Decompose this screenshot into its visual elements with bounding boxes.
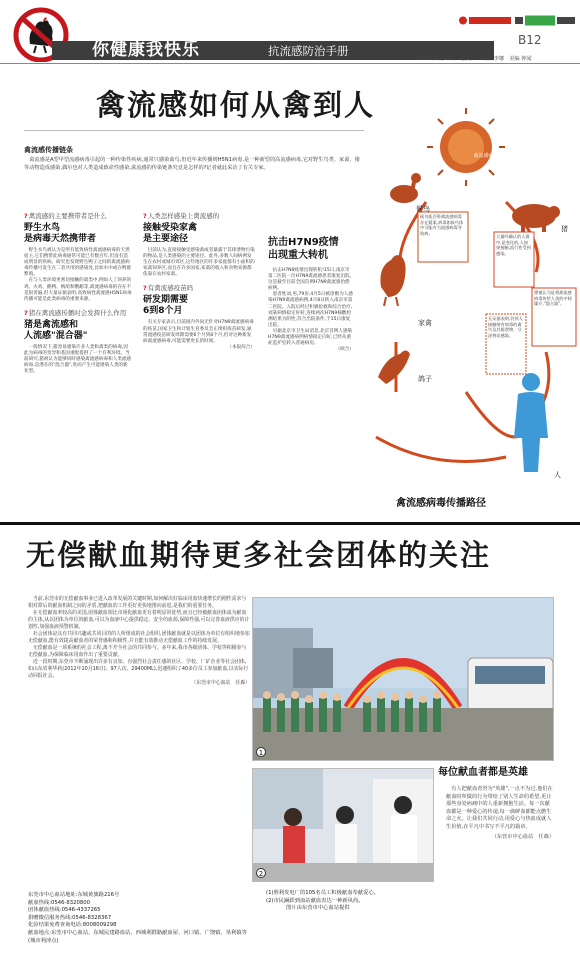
caption-1: (1)胜利发电厂的105名员工积极献血奉献爱心。 — [266, 890, 379, 896]
human-label: 人 — [554, 471, 561, 479]
pigeon-label: 鸽子 — [418, 375, 432, 383]
col2-sub1b: 是主要途径 — [143, 234, 189, 244]
virus-label: 禽流感病毒 — [473, 153, 499, 159]
section-title: 你健康我快乐 — [92, 40, 200, 60]
col1-kicker1: ?禽流感的主要携带者是什么 — [24, 212, 107, 220]
col3-sub: 抗击H7N9疫情 — [268, 237, 339, 248]
col2-body1: 目前认为,直接接触受感染禽或者暴露于其排泄物污染的物品,是人类感染的主要途径。此外,多数人间病例发生在农村或城市郊区,这些地区的许多家庭都有小面积的家禽饲养区,而且在许多国家,家禽的收入和食物来源都依靠在农村家禽。 — [143, 248, 255, 278]
pig-icon — [512, 204, 560, 232]
diagram-note2: 大量经确认的人群中,是变化的,人如果接触,流行性受到感染。 — [496, 234, 531, 256]
photo-donation-room — [252, 768, 434, 882]
intro-paragraph: 禽流感是A型甲型流感病毒引起的一种传染性疾病,通常只感染禽鸟,但近年来传播到H5N1病毒,是一种新型的高流感病毒,它对野生鸟类、家禽、猪等动物造成感染,偶尔也对人类造成致命性感染,禽流感的传染链条究竟是怎样的?记者就此采访了有关专家。 — [24, 157, 360, 171]
contact-wechat: 捐赠微信服务热线:0546-8328367 — [28, 914, 112, 921]
human-figure-icon — [514, 373, 548, 472]
diagram-note3: 猪被认为是将禽流感病毒传给人类的中间媒介,"混合器"。 — [534, 290, 572, 307]
diagram-title: 禽流感病毒传播路径 — [396, 498, 486, 509]
photo1-number: 1 — [256, 747, 266, 757]
contact-results: 化验结果免费查询电话:8008009298 — [28, 922, 117, 929]
header-divider — [0, 63, 580, 64]
story1-col3 — [268, 236, 354, 353]
photo-captions — [266, 890, 446, 913]
story1-col1 — [24, 212, 132, 375]
col1-sub2b: 人流感"混合器" — [24, 330, 88, 341]
col1-body1: 野生水鸟被认为是所有低致病性禽流感病毒的天然宿主,它们携带此病毒通常可能已有数百年,但没有造成明显的疾病。研究也发现野生鸭子之间的禽流感病毒传播可发生在二者共用的感染处,比如水中或在鸭群繁殖。 在与人类环境更密切接触的禽类中,例如人工饲养的鸡、火鸡、鹅鸭、鹧鸪和鹦鹉等,禽流感病毒的存在不是很普遍,但大量证据表明,高致病性禽流感H5N1病毒传播可能是此类病毒的重要来源。 — [24, 248, 132, 302]
col1-body2: 一般情况下,猪容易感染许多人类和禽类的病毒,因此为病毒的变异和基因重配提供了一个有利环境。当前研究,猪被认为能够同时感染禽流感病毒和人类流感病毒,是潜在的"混合器",进而产生可能感染人类的新亚型。 — [24, 344, 132, 375]
sidebar-title: 每位献血者都是英雄 — [438, 767, 528, 778]
blood-drive-photo-art — [253, 598, 554, 761]
wild-bird-icon — [390, 173, 421, 203]
page-header — [0, 0, 580, 62]
poultry-label: 家禽 — [418, 319, 432, 327]
donation-room-photo-art — [253, 769, 434, 882]
sidebar-body: 有人把献血者誉为"英雄",一点不为过,他们在献血时所做的行为带给了别人生命的希望,更让那些身处病痛中的人重新拥抱生活。每一次献血都是一种爱心的传递,每一滴鲜血都能点燃生命之火。让我们共同行动,用爱心与热血成就人生价值,在平凡中书写不平凡的篇章。 （东营市中心血站 任森） — [446, 786, 554, 840]
story1-headline: 禽流感如何从禽到人 — [96, 88, 376, 122]
headline-underline — [24, 130, 364, 131]
section-separator — [0, 522, 580, 525]
col1-kicker2: ?猪在禽流感传播时会发挥什么作用 — [24, 308, 127, 317]
rooster-icon — [380, 255, 405, 306]
section-subtitle: 抗流感防治手册 — [268, 44, 349, 58]
col2-sub2b: 6到8个月 — [143, 306, 183, 317]
photo-blood-drive — [252, 597, 554, 761]
diagram-note4: 无证据表明,仍须人接触带有病毒的禽鸟及其排泄物、分泌物而感染。 — [488, 316, 523, 338]
contact-hotline: 献血热线:0546-8320800 — [28, 899, 90, 906]
newspaper-masthead-logo — [457, 15, 577, 26]
story1-col2 — [143, 212, 255, 351]
caption-credit: 图片由东营市中心血站提供 — [286, 905, 350, 911]
dateline: 2013年4月24日 星期三 编辑 李娜 美编 钟闻 — [417, 56, 532, 62]
page-number: B12 — [518, 33, 542, 47]
diagram-note1: 候鸟能否带禽流感病毒存在疑案,病毒如候鸟体中可能有为流感病毒导致病。 — [420, 214, 464, 236]
hero-sidebar — [438, 766, 558, 841]
photo2-number: 2 — [256, 868, 266, 878]
col2-kicker2: ?有禽流感疫苗吗 — [143, 284, 194, 293]
col3-subb: 出现重大转机 — [268, 250, 328, 261]
col1-sub1b: 是病毒天然携带者 — [24, 234, 97, 244]
col1-sub1: 野生水鸟 — [24, 223, 61, 233]
pig-label: 猪 — [561, 225, 568, 233]
contact-locations: 献血地点:东莞市中心血站、东城民建路血站、西城利群路献血屋、河口镇、广饶镇、垦利镇等(城市利津点) — [28, 929, 247, 944]
caption-2: (2)市民踊跃到血站献血表达一种新风尚。 — [266, 897, 364, 904]
col2-sub2: 研发期需要 — [143, 295, 189, 306]
transmission-diagram — [356, 92, 580, 520]
chain-title: 禽流感传播链条 — [24, 146, 73, 154]
contact-group-hotline: 团体献血热线:0546-4337265 — [28, 907, 101, 914]
virus-icon — [427, 108, 505, 186]
wild-bird-label: 候鸟 — [416, 205, 430, 213]
col1-sub2: 猪是禽流感和 — [24, 319, 79, 330]
pigeon-icon — [378, 351, 410, 385]
story2-headline: 无偿献血期待更多社会团体的关注 — [26, 538, 492, 572]
col2-body2: 有关专家表示,目前国内外尚无针对H7N9禽流感病毒的疫苗,国家卫生和计划生育委员会正组织疫苗研发,通常流感疫苗研发周期需要6个月到8个月,但对这种新发病禽流感病毒,可能需要更长的时间。 （本报综合） — [143, 320, 255, 350]
col2-sub1: 接触受染家禽 — [143, 223, 198, 233]
story2-body: 当前,东莞市的无偿献血事业已进入改革发展的关键时期,如何解决好临床用血快速增长的刚性需求与相对滞后的献血机制之间的矛盾,把献血的工作更好更快地推向前进,是我们的重要任务。 在无偿献血率较高的美国,团体献血相比市场化献血更有着明显的优势,而且已经被献血团体成为献血的主体,从以团体为单位的献血,可以为血液中心提供稳定、安全的血源,保障性强,可以完善血液供应的计划性,加强血液预警机制。 社会团体是具有共同兴趣或共同目的的人所组成的社会组织,团体献血就是以团体为单位有组织地参加无偿献血,能有效提高献血者的荣誉感和积极性,并且能有效推动无偿献血工作的持续发展。 无偿献血是一项系统的社会工程,离不开全社会的共同参与。多年来,我市各级团体、学校等积极参与无偿献血,为保障临床用血作出了重要贡献。 近一段时期,东莞市不断涌现出许多有良知、有强烈社会责任感的社区、学校、厂矿企业等社会团体,如山东省利华药(2012年10月16日)、97人次、29400ML),迅速组织了40多位员工参加献血,以实际行动回报社会。 （东莞市中心血站 任森） — [28, 596, 250, 686]
contact-info — [28, 892, 253, 945]
col3-body: 抗击H7N9疫情出现转机!15日,南京市第二医院一位H7N9禽流感患者康复出院,这是截至目前全国首例H7N9禽流感治愈病例。 患者姓刘,男,79岁,4月5日被诊断为人感染H7N9禽流感病例,4月8日转入南京市第二医院。入院后经过积极抢救和综合治疗,刘某病情稳定好转,连续两次H7N9核酸检测结果为阴性,符合出院条件,于15日康复出院。 另据北京市卫生局消息,北京首例人感染H7N9禽流感病例病情稳定向好,已经从重症监护室转入普通病房。 （欧合） — [268, 268, 354, 353]
story1-intro — [24, 157, 364, 172]
contact-address: 东莞市中心血站地址:东城黄旗路216号 — [28, 892, 120, 898]
col2-kicker1: ?人类怎样感染上禽流感的 — [143, 212, 220, 220]
